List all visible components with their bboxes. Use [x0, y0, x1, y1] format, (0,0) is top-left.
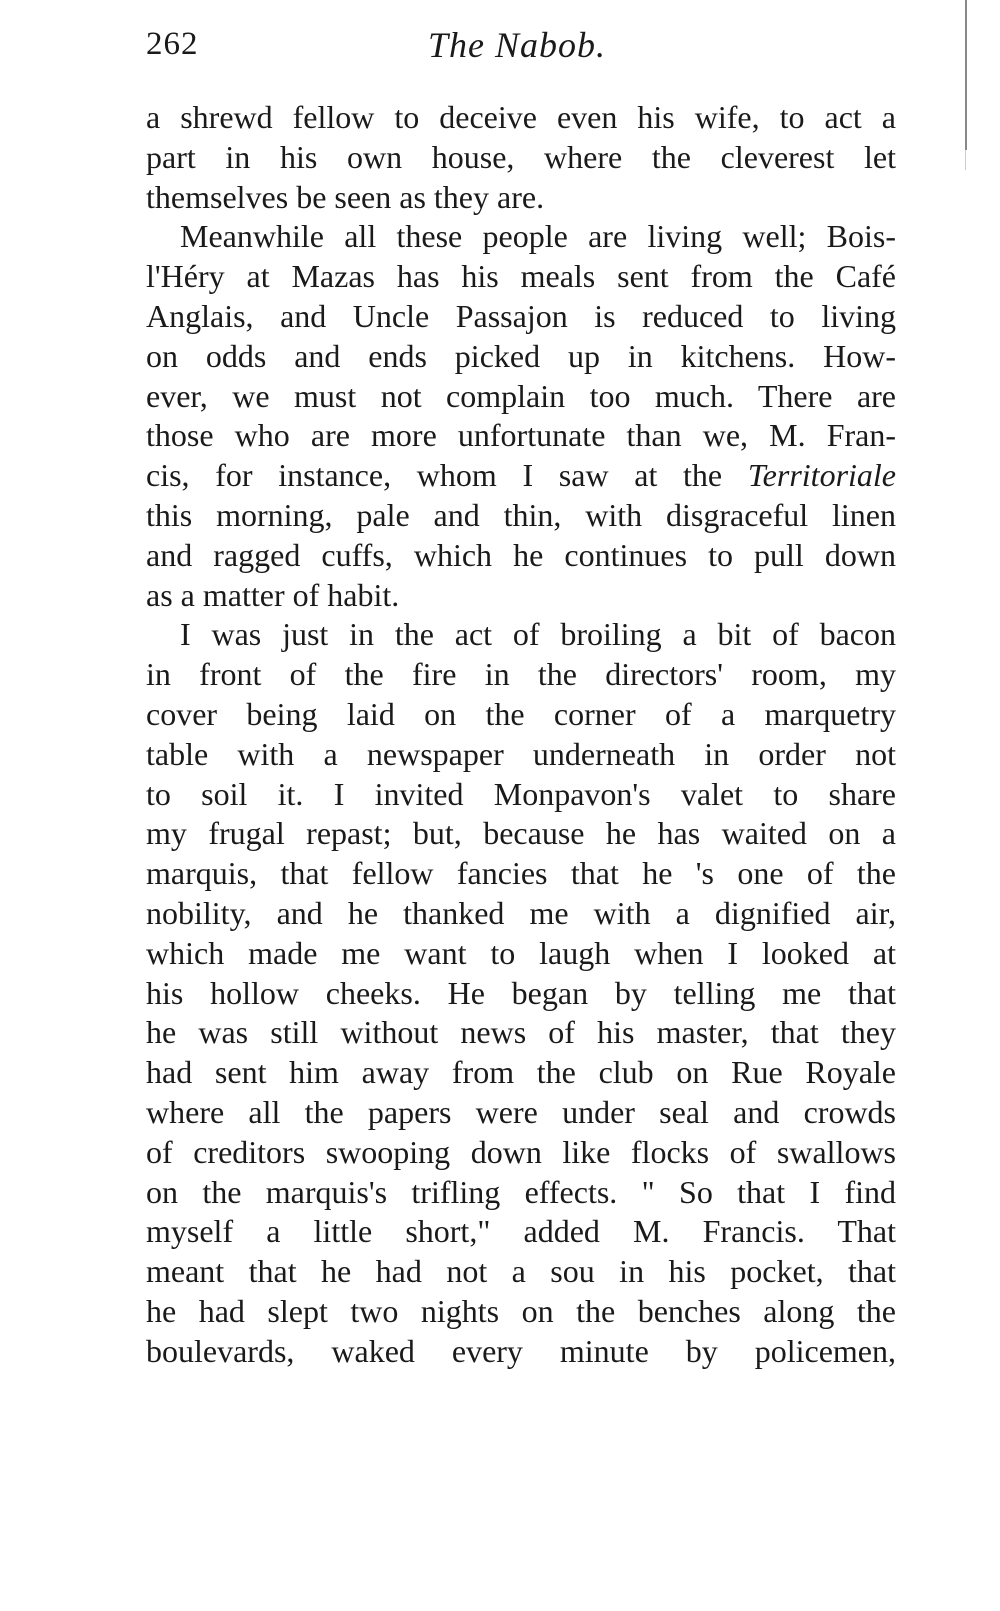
text-line: had sent him away from the club on Rue Royale: [146, 1054, 896, 1091]
page-edge-rule-faint: [965, 150, 966, 170]
text-line: on the marquis's trifling effects. " So that I find: [146, 1173, 896, 1210]
text-line: table with a newspaper underneath in order not: [146, 735, 896, 772]
page-number: 262: [146, 26, 199, 62]
text-line: my frugal repast; but, because he has waited on a: [146, 815, 896, 852]
text-line: a shrewd fellow to deceive even his wife, to act a: [146, 99, 896, 135]
text-line: Meanwhile all these people are living well; Bois-: [180, 218, 896, 255]
text-line: ever, we must not complain too much. There are: [146, 377, 896, 414]
text-line: myself a little short," added M. Francis. That: [146, 1213, 896, 1250]
text-line: his hollow cheeks. He began by telling me that: [146, 974, 896, 1011]
text-line: those who are more unfortunate than we, M. Fran-: [146, 417, 896, 454]
page-header: [146, 26, 896, 76]
text-line: he was still without news of his master, that they: [146, 1014, 896, 1051]
running-title: The Nabob.: [428, 25, 607, 65]
text-line: marquis, that fellow fancies that he 's one of the: [146, 855, 896, 892]
page-edge-rule: [965, 0, 967, 150]
text-line: of creditors swooping down like flocks of swallows: [146, 1133, 896, 1170]
text-line: as a matter of habit.: [146, 576, 400, 613]
text-line: to soil it. I invited Monpavon's valet to share: [146, 775, 896, 812]
text-line: in front of the fire in the directors' room, my: [146, 656, 896, 693]
text-line: he had slept two nights on the benches along the: [146, 1292, 896, 1329]
text-line: part in his own house, where the cleverest let: [146, 138, 896, 175]
text-line: meant that he had not a sou in his pocket, that: [146, 1253, 896, 1290]
body-text: [146, 98, 896, 1372]
text-line: nobility, and he thanked me with a dignified air,: [146, 894, 896, 931]
text-line: where all the papers were under seal and crowds: [146, 1093, 896, 1130]
text-line: l'Héry at Mazas has his meals sent from the Café: [146, 258, 896, 295]
text-line: on odds and ends picked up in kitchens. How-: [146, 337, 896, 374]
text-line: cover being laid on the corner of a marquetry: [146, 695, 896, 732]
italic-phrase: Territoriale: [747, 457, 896, 494]
text-line: themselves be seen as they are.: [146, 178, 545, 215]
text-line: I was just in the act of broiling a bit of bacon: [180, 616, 896, 653]
text-line: Anglais, and Uncle Passajon is reduced to living: [146, 297, 896, 334]
text-line: and ragged cuffs, which he continues to pull down: [146, 536, 896, 573]
text-fragment: cis, for instance, whom I saw at the: [146, 457, 748, 494]
text-line: this morning, pale and thin, with disgraceful linen: [146, 496, 896, 533]
text-line-with-italic: [146, 456, 896, 496]
text-line: boulevards, waked every minute by policemen,: [146, 1332, 896, 1369]
text-line: which made me want to laugh when I looked at: [146, 934, 896, 971]
